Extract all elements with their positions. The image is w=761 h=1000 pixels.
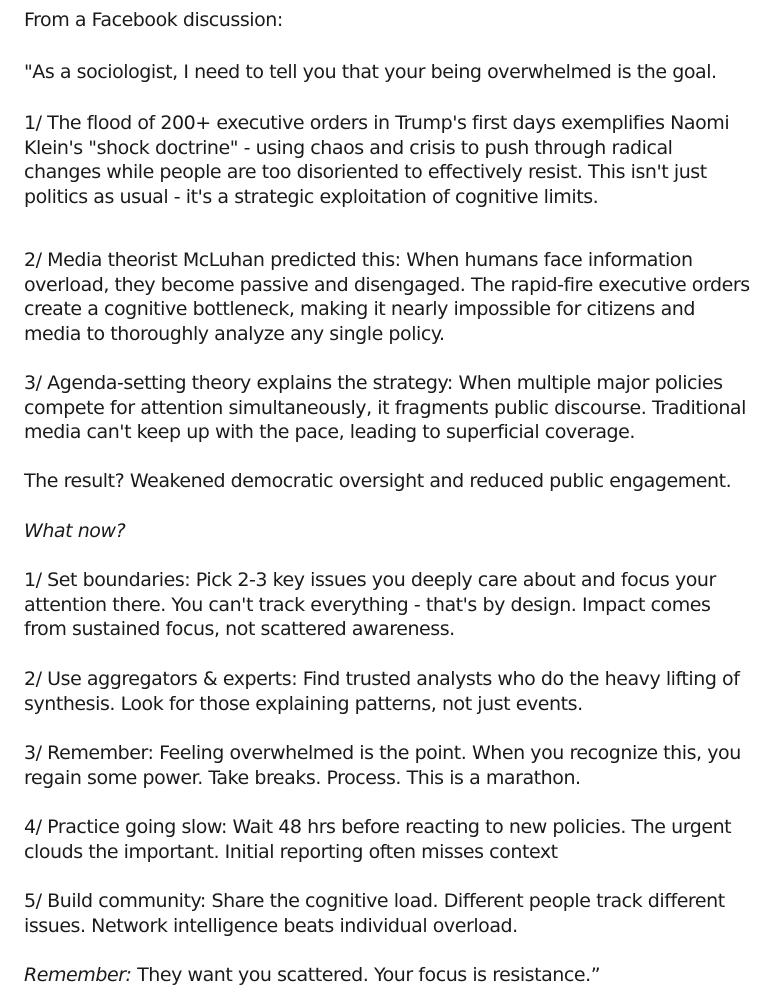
- action-3: 3/ Remember: Feeling overwhelmed is the point. When you recognize this, you regain some power. Take breaks. Process. This is a marathon.: [24, 742, 741, 789]
- intro-paragraph: "As a sociologist, I need to tell you that your being overwhelmed is the goal.: [24, 61, 717, 83]
- result-line: The result? Weakened democratic oversight and reduced public engagement.: [24, 470, 732, 492]
- point-1: 1/ The flood of 200+ executive orders in Trump's first days exemplifies Naomi Klein's "shock doctrine" - using chaos and crisis to push through radical changes while people are too disoriented to effectively resist. This isn't just politics as usual - it's a strategic exploitation of cognitive limits.: [24, 112, 730, 208]
- point-2: 2/ Media theorist McLuhan predicted this: When humans face information overload, they become passive and disengaged. The rapid-fire executive orders create a cognitive bottleneck, making it nearly impossible for citizens and media to thoroughly analyze any single policy.: [24, 249, 750, 345]
- action-5: 5/ Build community: Share the cognitive load. Different people track different issues. Network intelligence beats individual overload.: [24, 890, 725, 937]
- closing-label: Remember:: [24, 964, 132, 986]
- action-2: 2/ Use aggregators & experts: Find trusted analysts who do the heavy lifting of synthesis. Look for those explaining patterns, not just events.: [24, 668, 740, 715]
- what-now-heading: What now?: [24, 520, 126, 542]
- action-4: 4/ Practice going slow: Wait 48 hrs before reacting to new policies. The urgent clouds the important. Initial reporting often misses context: [24, 816, 732, 863]
- closing-line: [24, 963, 754, 988]
- closing-text: They want you scattered. Your focus is resistance.”: [131, 964, 601, 986]
- action-1: 1/ Set boundaries: Pick 2-3 key issues you deeply care about and focus your attention there. You can't track everything - that's by design. Impact comes from sustained focus, not scattered awareness.: [24, 569, 716, 640]
- point-3: 3/ Agenda-setting theory explains the strategy: When multiple major policies compete for attention simultaneously, it fragments public discourse. Traditional media can't keep up with the pace, leading to superficial coverage.: [24, 372, 746, 443]
- header-line: From a Facebook discussion:: [24, 9, 283, 31]
